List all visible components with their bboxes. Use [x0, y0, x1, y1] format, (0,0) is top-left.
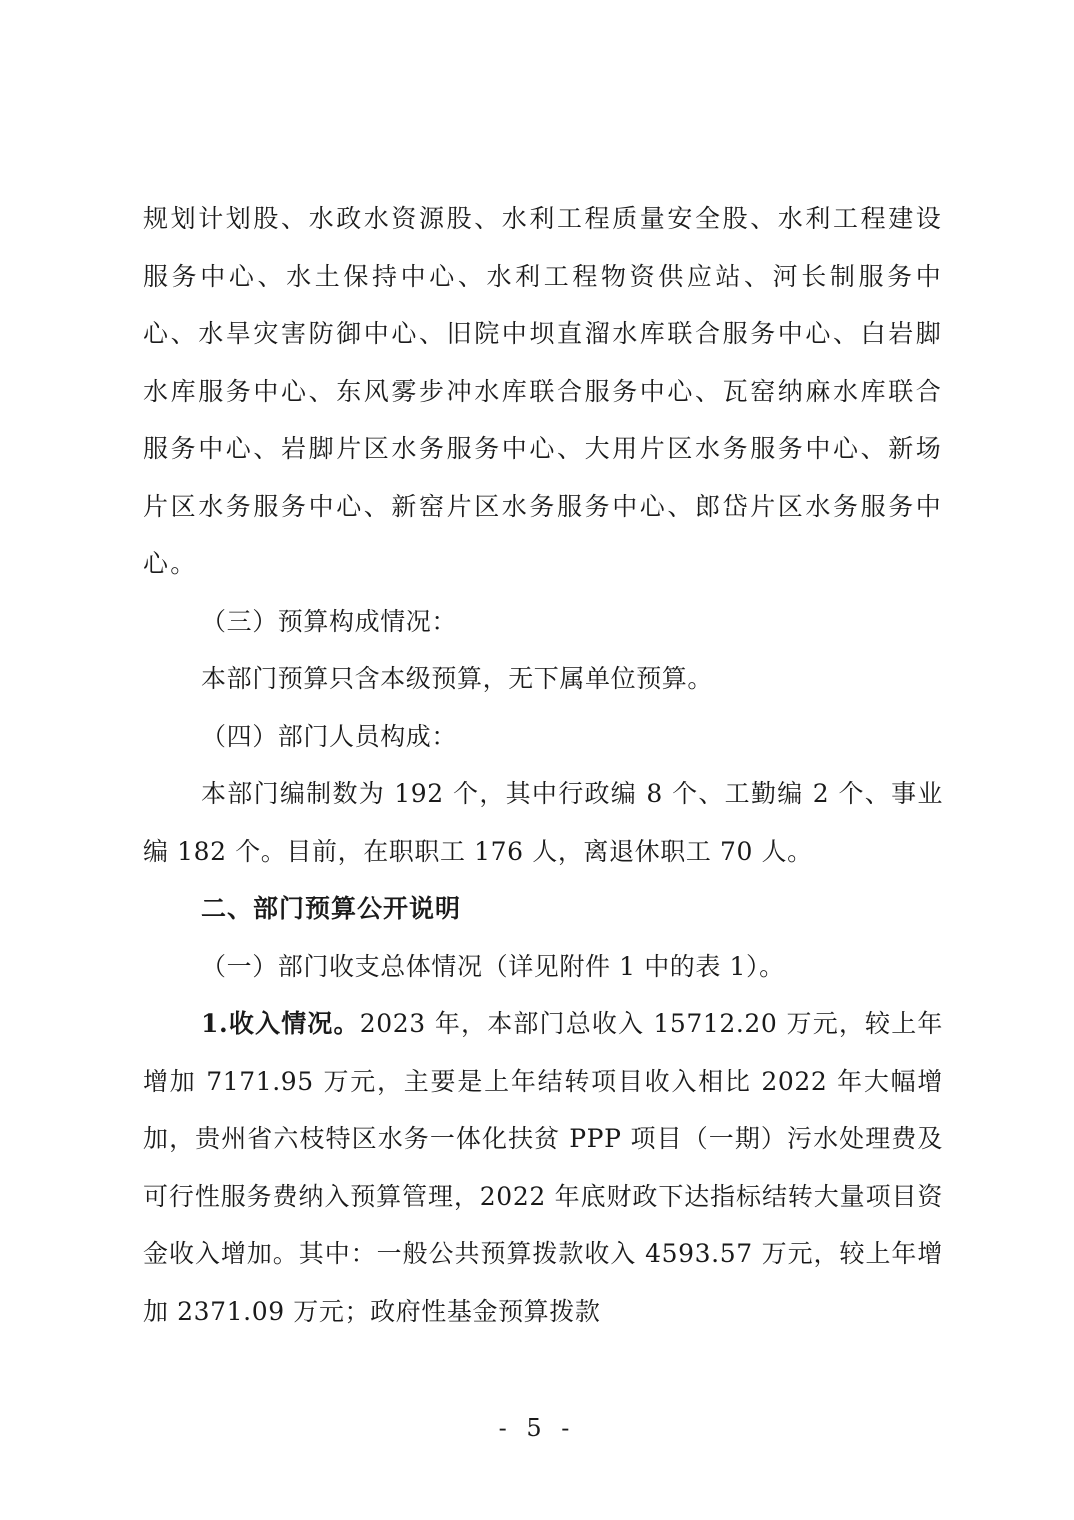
paragraph-staff-composition: 本部门编制数为 192 个，其中行政编 8 个、工勤编 2 个、事业编 182 个。目前，在职职工 176 人，离退休职工 70 人。 — [143, 779, 943, 866]
income-lead-label: 1.收入情况。 — [201, 1009, 360, 1038]
subsection-title-overall-income-expenditure: （一）部门收支总体情况（详见附件 1 中的表 1）。 — [201, 951, 785, 981]
page-number: - 5 - — [498, 1414, 576, 1442]
heading-staff-composition: （四）部门人员构成： — [201, 721, 458, 751]
paragraph-organization-list: 规划计划股、水政水资源股、水利工程质量安全股、水利工程建设服务中心、水土保持中心、水利工程物资供应站、河长制服务中心、水旱灾害防御中心、旧院中坝直溜水库联合服务中心、白岩脚水库服务中心、东风雾步冲水库联合服务中心、瓦窑纳麻水库联合服务中心、岩脚片区水务服务中心、大用片区水务服务中心、新场片区水务服务中心、新窑片区水务服务中心、郎岱片区水务服务中心。 — [143, 204, 943, 578]
paragraph-budget-composition: 本部门预算只含本级预算，无下属单位预算。 — [201, 664, 714, 693]
body-text — [143, 190, 943, 1340]
heading-budget-composition: （三）预算构成情况： — [201, 606, 458, 636]
income-body-text: 2023 年，本部门总收入 15712.20 万元，较上年增加 7171.95 万元，主要是上年结转项目收入相比 2022 年大幅增加，贵州省六枝特区水务一体化扶贫 PPP 项目（一期）污水处理费及可行性服务费纳入预算管理，2022 年底财政下达指标结转大量项目资金收入增加。其中：一般公共预算拨款收入 4593.57 万元，较上年增加 2371.09 万元；政府性基金预算拨款 — [143, 1009, 943, 1326]
section-title-budget-disclosure: 二、部门预算公开说明 — [201, 894, 462, 923]
paragraph-income — [143, 995, 943, 1340]
